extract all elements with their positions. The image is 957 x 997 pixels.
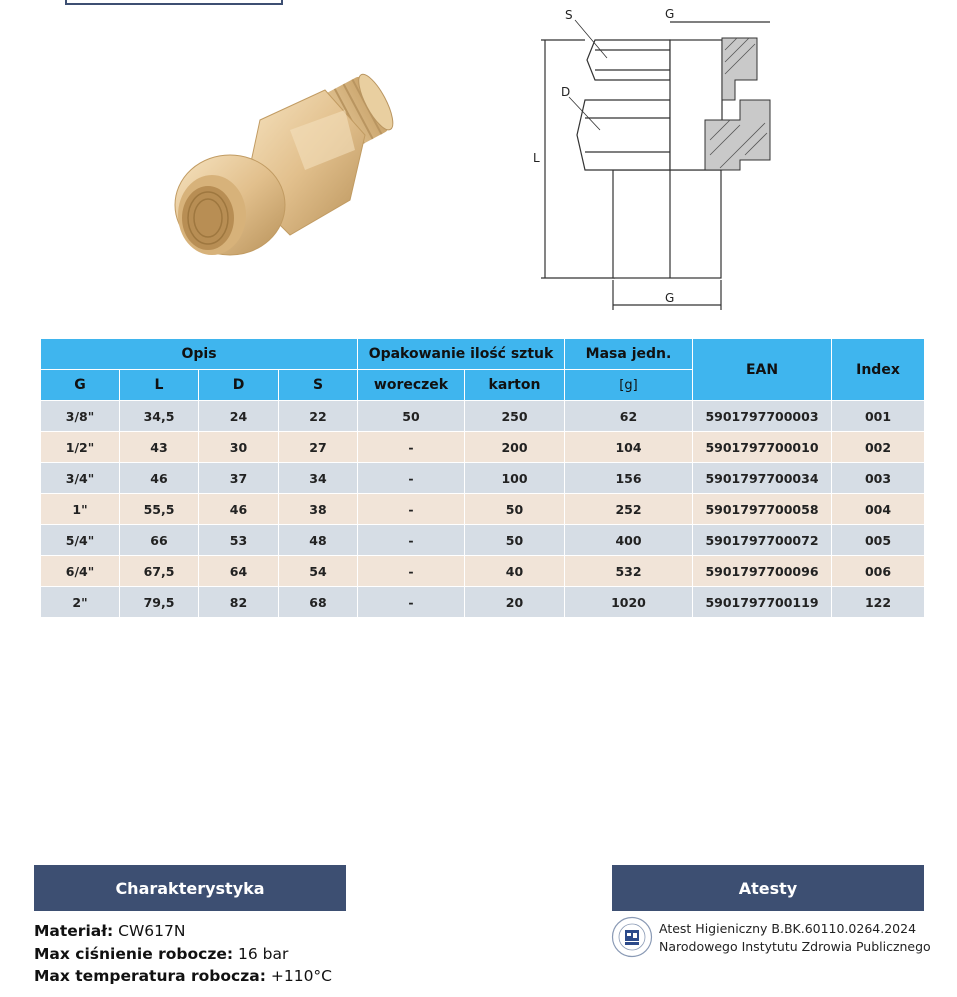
characteristic-label: Materiał: [34,922,114,940]
characteristic-label: Max temperatura robocza: [34,967,266,985]
header-woreczek: woreczek [358,370,465,401]
cell-g: 3/4" [41,463,120,494]
characteristics-list [34,920,332,988]
label-s: S [565,8,573,22]
cell-s: 38 [279,494,358,525]
cell-masa: 104 [565,432,693,463]
header-masa: Masa jedn. [565,339,693,370]
characteristic-value: CW617N [118,922,186,940]
cell-karton: 20 [465,587,565,618]
label-d: D [561,85,571,99]
header-karton: karton [465,370,565,401]
characteristic-material [34,920,332,943]
cell-g: 3/8" [41,401,120,432]
cell-d: 37 [199,463,279,494]
characteristic-temperature [34,965,332,988]
cell-masa: 156 [565,463,693,494]
characteristic-value: +110°C [270,967,333,985]
cell-masa: 1020 [565,587,693,618]
cell-index: 006 [832,556,925,587]
header-masa-unit: [g] [565,370,693,401]
table-row [41,587,925,618]
table-row [41,556,925,587]
cell-ean: 5901797700003 [693,401,832,432]
cell-d: 53 [199,525,279,556]
cell-karton: 250 [465,401,565,432]
cell-s: 34 [279,463,358,494]
header-g: G [41,370,120,401]
cell-l: 43 [120,432,199,463]
product-photo [140,50,410,270]
cell-index: 003 [832,463,925,494]
cell-masa: 252 [565,494,693,525]
header-ean: EAN [693,339,832,401]
table-row [41,525,925,556]
cell-masa: 400 [565,525,693,556]
cell-karton: 200 [465,432,565,463]
table-row [41,494,925,525]
top-frame-bar [65,0,283,5]
characteristics-heading: Charakterystyka [34,865,346,911]
technical-drawing [525,0,785,320]
cell-index: 001 [832,401,925,432]
header-opakowanie: Opakowanie ilość sztuk [358,339,565,370]
cell-woreczek: - [358,525,465,556]
cell-g: 6/4" [41,556,120,587]
certificates-heading: Atesty [612,865,924,911]
characteristic-value: 16 bar [238,944,289,963]
label-l: L [533,151,540,165]
cell-l: 46 [120,463,199,494]
spec-table [40,338,925,618]
cell-masa: 532 [565,556,693,587]
certificate-text [659,920,931,956]
cell-karton: 100 [465,463,565,494]
cell-karton: 50 [465,525,565,556]
cell-woreczek: - [358,463,465,494]
cell-index: 004 [832,494,925,525]
cell-s: 27 [279,432,358,463]
table-row [41,432,925,463]
cell-masa: 62 [565,401,693,432]
cell-woreczek: 50 [358,401,465,432]
cell-ean: 5901797700058 [693,494,832,525]
cell-index: 122 [832,587,925,618]
cell-ean: 5901797700010 [693,432,832,463]
characteristic-label: Max ciśnienie robocze: [34,944,234,963]
header-opis: Opis [41,339,358,370]
cell-karton: 40 [465,556,565,587]
cell-d: 64 [199,556,279,587]
certificate-line-1: Atest Higieniczny B.BK.60110.0264.2024 [659,921,917,936]
cell-woreczek: - [358,494,465,525]
cell-s: 22 [279,401,358,432]
cell-index: 002 [832,432,925,463]
cell-g: 1" [41,494,120,525]
cell-l: 55,5 [120,494,199,525]
characteristic-pressure [34,943,332,966]
pzh-seal-icon [611,916,653,958]
cell-karton: 50 [465,494,565,525]
table-row [41,463,925,494]
cell-ean: 5901797700034 [693,463,832,494]
certificate-line-2: Narodowego Instytutu Zdrowia Publicznego [659,939,931,954]
cell-woreczek: - [358,432,465,463]
cell-s: 48 [279,525,358,556]
cell-index: 005 [832,525,925,556]
cell-d: 46 [199,494,279,525]
cell-d: 24 [199,401,279,432]
table-row [41,401,925,432]
cell-g: 5/4" [41,525,120,556]
cell-l: 67,5 [120,556,199,587]
cell-d: 82 [199,587,279,618]
cell-s: 54 [279,556,358,587]
cell-g: 1/2" [41,432,120,463]
header-index: Index [832,339,925,401]
cell-l: 34,5 [120,401,199,432]
cell-d: 30 [199,432,279,463]
cell-woreczek: - [358,556,465,587]
cell-s: 68 [279,587,358,618]
cell-ean: 5901797700072 [693,525,832,556]
cell-g: 2" [41,587,120,618]
header-d: D [199,370,279,401]
cell-l: 66 [120,525,199,556]
header-s: S [279,370,358,401]
cell-l: 79,5 [120,587,199,618]
cell-woreczek: - [358,587,465,618]
label-g-top: G [665,7,675,21]
header-l: L [120,370,199,401]
cell-ean: 5901797700119 [693,587,832,618]
cell-ean: 5901797700096 [693,556,832,587]
label-g-bottom: G [665,291,675,305]
